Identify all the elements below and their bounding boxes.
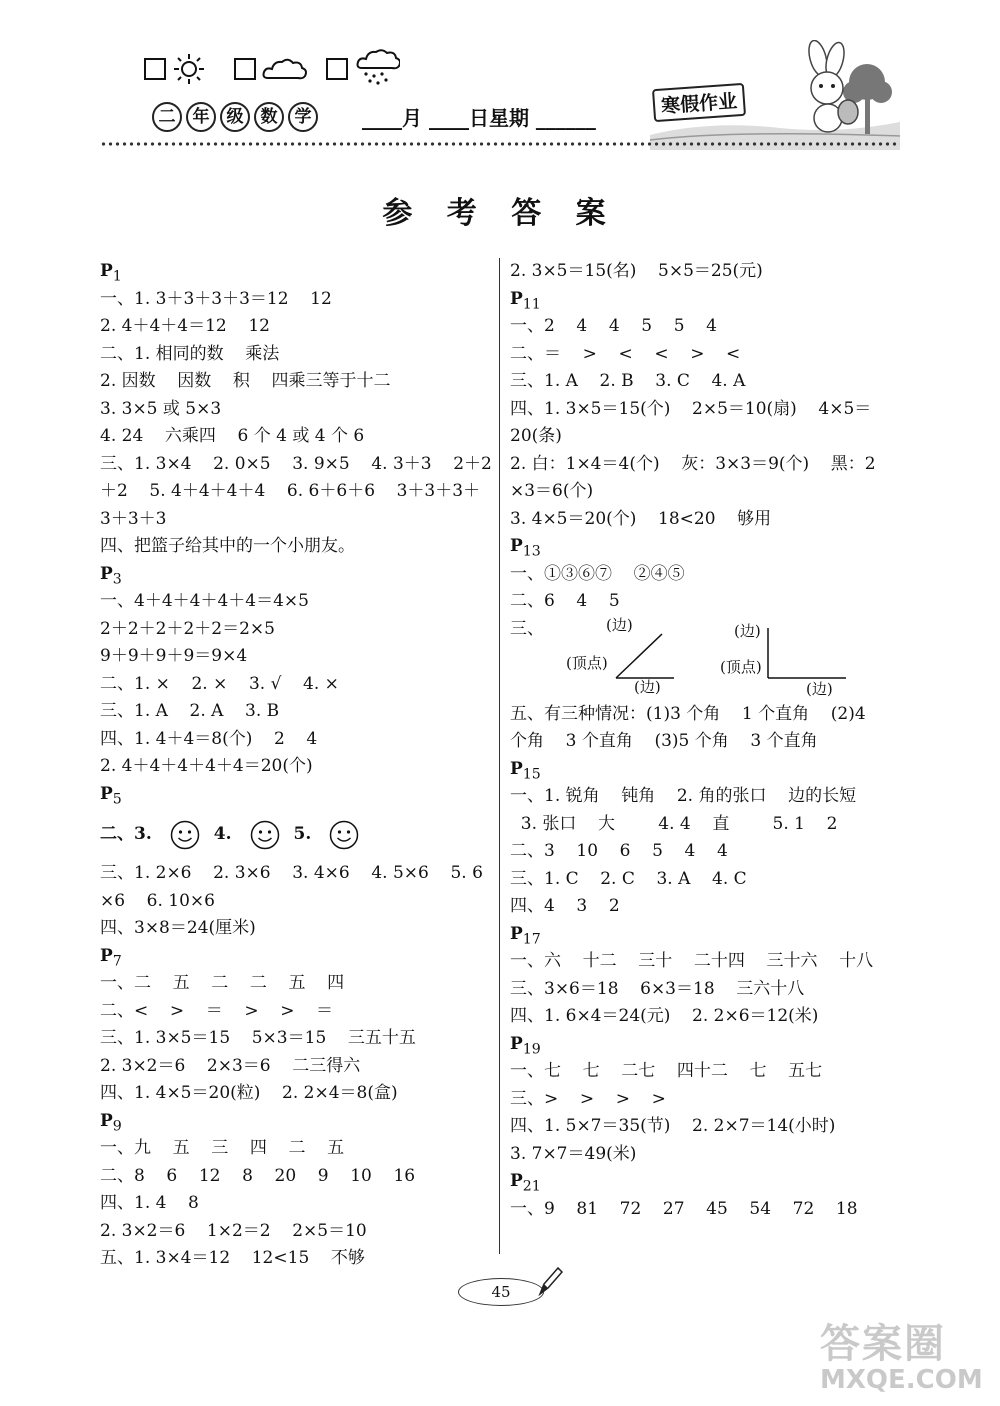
answer-line: 二、1. 相同的数 乘法: [100, 343, 280, 364]
page-section-heading: [100, 781, 492, 809]
answer-line: 二、8 6 12 8 20 9 10 16: [100, 1165, 416, 1186]
answer-line: 2. 3×2＝6 2×3＝6 二三得六: [100, 1055, 361, 1076]
answer-line: 2＋2＋2＋2＋2＝2×5: [100, 618, 275, 639]
answer-line: 一、二 五 二 二 五 四: [100, 973, 345, 993]
page-section-heading: [510, 1168, 905, 1196]
answer-line: 3. 张口 大 4. 4 直 5. 1 2: [510, 813, 838, 834]
section-page-number: 1: [112, 268, 122, 285]
section-label: P: [100, 563, 113, 584]
page-section-heading: [510, 286, 905, 314]
page-section-heading: [100, 943, 492, 971]
answer-line: 三、1. C 2. C 3. A 4. C: [510, 868, 747, 889]
answer-label: 三、: [510, 618, 544, 639]
answer-line: 二、＝ > < < > <: [510, 343, 741, 364]
watermark: [820, 1312, 983, 1395]
answer-line: 2. 3×5＝15(名) 5×5＝25(元): [510, 261, 763, 281]
answer-label: 4.: [213, 824, 232, 844]
answer-line: 一、九 五 三 四 二 五: [100, 1138, 345, 1158]
answer-line: 个角 3 个直角 (3)5 个角 3 个直角: [510, 731, 818, 751]
page-section-heading: [100, 1108, 492, 1136]
answer-line: 四、1. 5×7＝35(节) 2. 2×7＝14(小时): [510, 1116, 836, 1136]
section-label: P: [510, 288, 523, 309]
answer-line: 四、1. 4×5＝20(粒) 2. 2×4＝8(盒): [100, 1083, 398, 1103]
answer-line: ＋2 5. 4＋4＋4＋4 6. 6＋6＋6 3＋3＋3＋: [100, 481, 481, 501]
answer-line: 三、1. 3×4 2. 0×5 3. 9×5 4. 3＋3 2＋2: [100, 453, 492, 474]
grade-subject-label: [152, 102, 318, 132]
answer-label: 二、3.: [100, 824, 152, 844]
page-section-heading: [510, 533, 905, 561]
sun-icon: [172, 52, 206, 86]
page-section-heading: [510, 1031, 905, 1059]
answer-line: 三、1. A 2. A 3. B: [100, 701, 280, 721]
side-label: (边): [734, 621, 761, 640]
page-section-heading: [100, 561, 492, 589]
section-label: P: [510, 758, 523, 779]
answer-line: 四、1. 4＋4＝8(个) 2 4: [100, 728, 318, 749]
side-label: (边): [634, 677, 661, 696]
answer-line: 一、2 4 4 5 5 4: [510, 316, 717, 336]
answer-line: 9＋9＋9＋9＝9×4: [100, 646, 248, 666]
answer-line: 三、> > > >: [510, 1088, 666, 1109]
answer-line: 一、1. 锐角 钝角 2. 角的张口 边的长短: [510, 786, 857, 806]
rain-cloud-icon: [356, 48, 400, 88]
section-page-number: 19: [522, 1040, 541, 1057]
section-label: P: [510, 536, 523, 556]
answer-line: 2. 3×2＝6 1×2＝2 2×5＝10: [100, 1220, 367, 1241]
section-page-number: 21: [522, 1178, 541, 1195]
section-page-number: 11: [522, 295, 541, 312]
grade-char: 学: [288, 102, 318, 132]
page-header: [100, 40, 900, 152]
answer-line: 2. 4＋4＋4＝12 12: [100, 316, 270, 336]
answer-line: 2. 因数 因数 积 四乘三等于十二: [100, 371, 391, 391]
vertex-label: (顶点): [566, 653, 608, 672]
answer-line: 3. 4×5＝20(个) 18<20 够用: [510, 508, 772, 529]
answer-line: 四、4 3 2: [510, 896, 620, 916]
smiley-face-icon: [250, 820, 280, 850]
section-label: P: [510, 1033, 523, 1054]
answer-line: ×6 6. 10×6: [100, 890, 215, 911]
answer-line: ×3＝6(个): [510, 481, 594, 501]
side-label: (边): [606, 615, 633, 634]
grade-char: 数: [254, 102, 284, 132]
answer-line: 二、1. × 2. × 3. √ 4. ×: [100, 673, 339, 694]
section-label: P: [100, 1110, 113, 1131]
answer-line-smileys: [100, 808, 492, 860]
answer-line: 四、3×8＝24(厘米): [100, 918, 256, 938]
grade-char: 年: [186, 102, 216, 132]
answers-right-column: [510, 258, 905, 1223]
answer-line: 三、3×6＝18 6×3＝18 三六十八: [510, 978, 805, 999]
section-label: P: [510, 1171, 523, 1191]
answer-line: 四、1. 4 8: [100, 1193, 199, 1213]
column-divider: [499, 258, 500, 1254]
answer-line: 四、把篮子给其中的一个小朋友。: [100, 536, 355, 556]
answer-line: 三、1. 2×6 2. 3×6 3. 4×6 4. 5×6 5. 6: [100, 863, 483, 883]
page-section-heading: [510, 756, 905, 784]
answer-line: 4. 24 六乘四 6 个 4 或 4 个 6: [100, 426, 365, 446]
section-page-number: 15: [522, 765, 541, 782]
angle-diagrams: [510, 616, 905, 701]
grade-char: 二: [152, 102, 182, 132]
answer-line: 五、有三种情况：(1)3 个角 1 个直角 (2)4: [510, 703, 866, 724]
answer-line: 2. 4＋4＋4＋4＋4＝20(个): [100, 756, 313, 776]
header-dotted-divider: [100, 140, 900, 148]
section-page-number: 5: [112, 790, 122, 807]
page-section-heading: [100, 258, 492, 286]
section-label: P: [100, 261, 113, 281]
page-number: 45: [458, 1278, 544, 1306]
page-section-heading: [510, 921, 905, 949]
date-line: ____月 ____日星期 ______: [362, 106, 596, 130]
side-label: (边): [806, 679, 833, 698]
answer-line: 一、①③⑥⑦ ②④⑤: [510, 563, 685, 584]
grade-char: 级: [220, 102, 250, 132]
cloud-icon: [262, 54, 308, 84]
section-page-number: 13: [522, 543, 541, 560]
answers-left-column: [100, 258, 492, 1273]
section-page-number: 17: [522, 930, 541, 947]
section-label: P: [510, 923, 523, 944]
answer-label: 5.: [293, 824, 312, 844]
answer-line: 3. 3×5 或 5×3: [100, 398, 222, 419]
weather-checkbox-rainy[interactable]: [326, 58, 348, 80]
section-label: P: [100, 783, 113, 804]
answer-line: 一、4＋4＋4＋4＋4＝4×5: [100, 591, 309, 611]
smiley-face-icon: [170, 820, 200, 850]
winter-homework-banner: 寒假作业: [652, 83, 746, 122]
vertex-label: (顶点): [720, 657, 762, 676]
answer-line: 2. 白：1×4＝4(个) 灰：3×3＝9(个) 黑：2: [510, 453, 876, 474]
pencil-icon: [536, 1264, 564, 1298]
answer-line: 一、9 81 72 27 45 54 72 18: [510, 1198, 858, 1219]
answer-line: 3＋3＋3: [100, 508, 167, 529]
section-page-number: 9: [112, 1117, 122, 1134]
answer-line: 四、1. 3×5＝15(个) 2×5＝10(扇) 4×5＝: [510, 398, 872, 419]
answer-line: 四、1. 6×4＝24(元) 2. 2×6＝12(米): [510, 1006, 819, 1026]
weather-checkbox-sunny[interactable]: [144, 58, 166, 80]
answer-line: 一、六 十二 三十 二十四 三十六 十八: [510, 951, 874, 971]
watermark-url: MXQE.COM: [820, 1365, 983, 1395]
answer-line: 二、3 10 6 5 4 4: [510, 841, 728, 861]
section-page-number: 7: [112, 952, 122, 969]
watermark-logo-text: 答案圈: [820, 1321, 946, 1367]
page-title: 参 考 答 案: [382, 196, 618, 231]
answer-line: 20(条): [510, 426, 562, 446]
answer-line: 二、< > ＝ > > ＝: [100, 1000, 334, 1021]
answer-line: 五、1. 3×4＝12 12<15 不够: [100, 1248, 365, 1268]
smiley-face-icon: [329, 820, 359, 850]
page-footer: [458, 1278, 558, 1308]
answer-line: 一、1. 3＋3＋3＋3＝12 12: [100, 288, 332, 309]
answer-line: 三、1. 3×5＝15 5×3＝15 三五十五: [100, 1028, 416, 1048]
section-label: P: [100, 945, 113, 966]
answer-line: 二、6 4 5: [510, 591, 620, 611]
answer-line: 三、1. A 2. B 3. C 4. A: [510, 371, 746, 391]
answer-line: 一、七 七 二七 四十二 七 五七: [510, 1061, 823, 1081]
section-page-number: 3: [112, 570, 122, 587]
weather-checkbox-cloudy[interactable]: [234, 58, 256, 80]
answer-line: 3. 7×7＝49(米): [510, 1143, 637, 1164]
